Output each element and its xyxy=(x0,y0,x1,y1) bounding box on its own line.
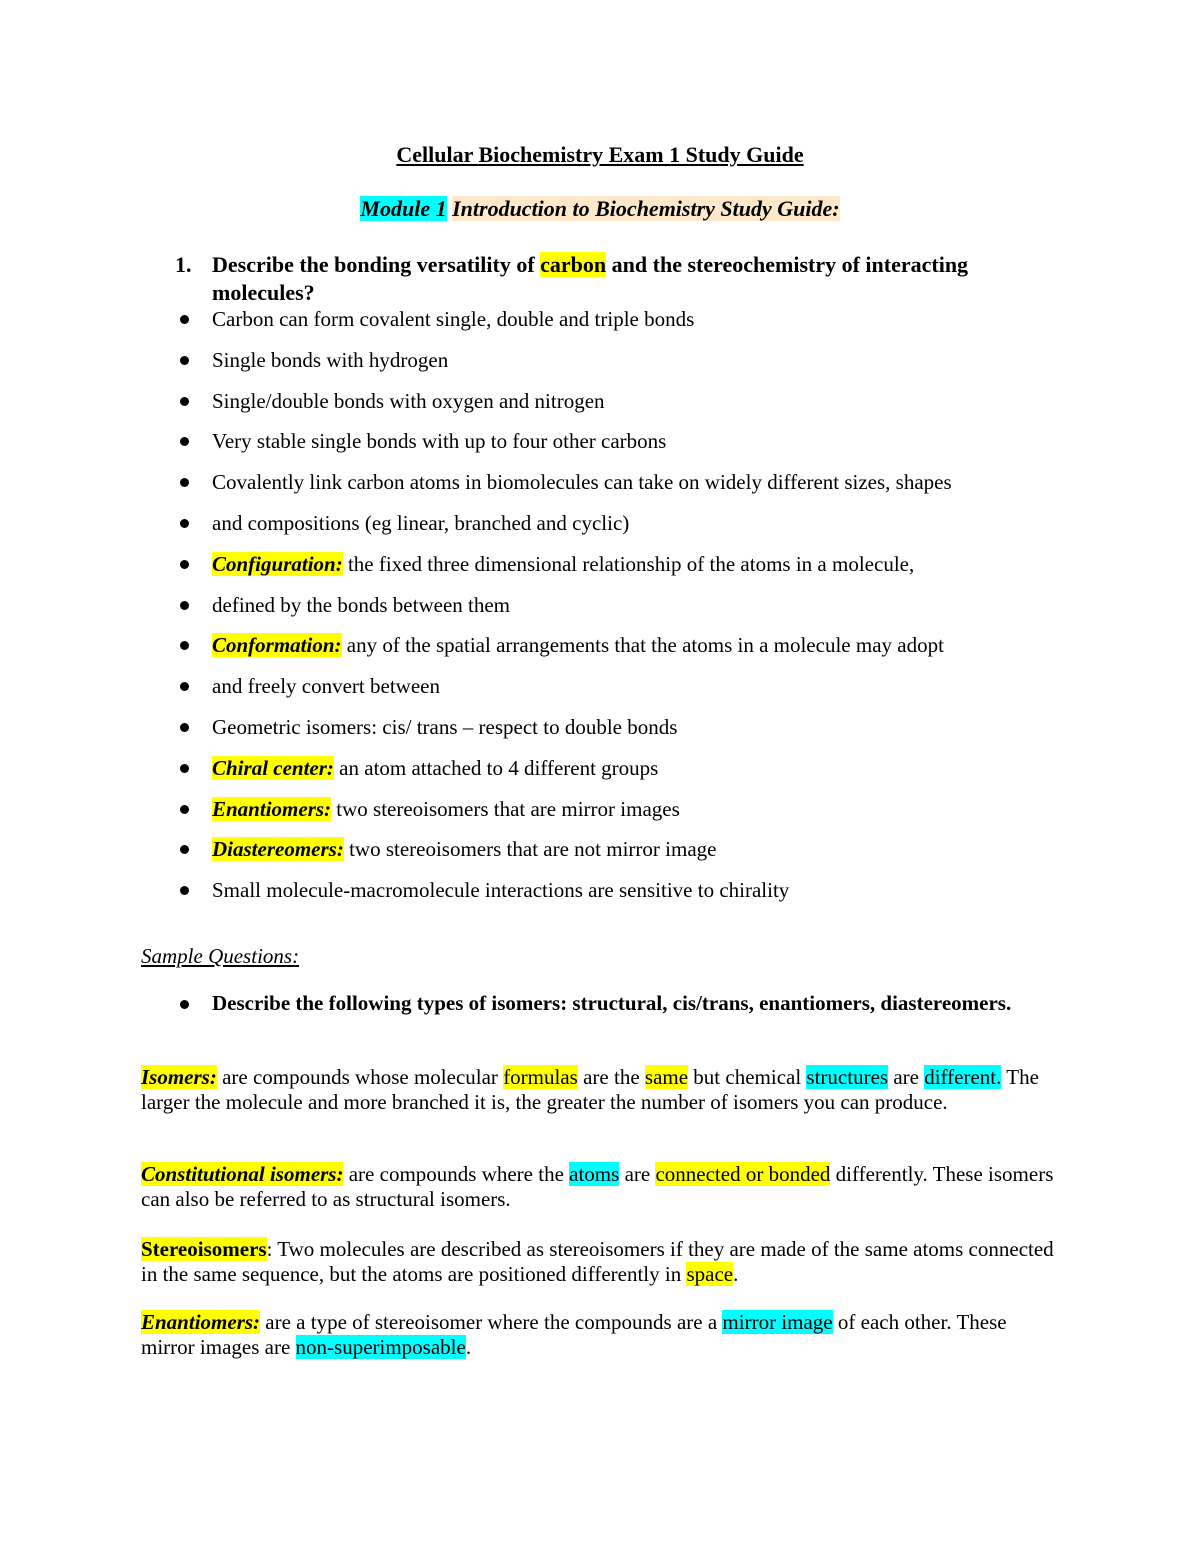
question-text-end: and the stereochemistry of interacting molecules? xyxy=(212,252,969,305)
paragraph-enantiomers xyxy=(141,1310,1061,1359)
bullet-icon xyxy=(180,315,189,324)
highlight-space: space xyxy=(686,1261,734,1286)
term-enantiomers: Enantiomers: xyxy=(141,1310,261,1334)
question-number: 1. xyxy=(175,252,192,277)
bullet-icon xyxy=(180,356,189,365)
bullet-icon xyxy=(180,1000,189,1009)
paragraph-text: are compounds where the xyxy=(343,1162,570,1186)
list-item xyxy=(175,796,1075,837)
paragraph-text: . xyxy=(465,1334,472,1359)
list-item xyxy=(175,510,1075,551)
bullet-text: Small molecule-macromolecule interactions are sensitive to chirality xyxy=(212,878,790,903)
bullet-icon xyxy=(180,437,189,446)
highlight-different: different. xyxy=(924,1065,1002,1089)
list-item xyxy=(175,388,1075,429)
paragraph-text: differently. These isomers can also be referred to as structural isomers. xyxy=(141,1162,1054,1211)
paragraph-text: are compounds whose molecular xyxy=(216,1065,504,1089)
module-title: Introduction to Biochemistry Study Guide: xyxy=(452,196,840,221)
bullet-icon xyxy=(180,805,189,814)
paragraph-text: are xyxy=(619,1162,656,1186)
bullet-text: an atom attached to 4 different groups xyxy=(333,755,659,780)
sample-questions-heading: Sample Questions: xyxy=(141,944,300,968)
term-stereoisomers: Stereoisomers xyxy=(141,1237,267,1261)
term-isomers: Isomers: xyxy=(141,1065,217,1089)
bullet-term: Configuration: xyxy=(212,551,343,576)
list-item xyxy=(175,673,1075,714)
bullet-text: Single bonds with hydrogen xyxy=(212,347,449,372)
list-item xyxy=(175,306,1075,347)
question-highlight: carbon xyxy=(540,252,607,277)
list-item xyxy=(175,877,1075,918)
paragraph-text: but chemical xyxy=(688,1065,807,1089)
sample-question-text: Describe the following types of isomers: structural, cis/trans, enantiomers, diastereomers. xyxy=(212,991,1012,1015)
paragraph-isomers xyxy=(141,1065,1061,1114)
bullet-icon xyxy=(180,886,189,895)
list-item xyxy=(175,551,1075,592)
bullet-list xyxy=(175,306,1075,918)
highlight-non-superimposable: non-superimposable xyxy=(295,1334,466,1359)
highlight-mirror-image: mirror image xyxy=(722,1310,833,1334)
bullet-icon xyxy=(180,641,189,650)
paragraph-text: . xyxy=(733,1261,739,1286)
bullet-text: and freely convert between xyxy=(212,674,440,699)
highlight-structures: structures xyxy=(806,1065,889,1089)
bullet-icon xyxy=(180,397,189,406)
paragraph-stereoisomers xyxy=(141,1237,1061,1286)
list-item xyxy=(175,755,1075,796)
highlight-atoms: atoms xyxy=(569,1162,620,1186)
document-title: Cellular Biochemistry Exam 1 Study Guide xyxy=(396,142,804,167)
paragraph-text: are a type of stereoisomer where the compounds are a xyxy=(260,1310,723,1334)
bullet-text: and compositions (eg linear, branched and cyclic) xyxy=(212,510,630,535)
list-item xyxy=(175,632,1075,673)
highlight-same: same xyxy=(644,1065,689,1089)
paragraph-text: : Two molecules are described as stereoisomers if they are made of the same atoms connected in the same sequence, but the atoms are positioned differently in xyxy=(141,1237,1054,1286)
bullet-text: Very stable single bonds with up to four other carbons xyxy=(212,429,667,454)
paragraph-text: of each other. These mirror images are xyxy=(141,1310,1007,1359)
bullet-term: Conformation: xyxy=(212,633,342,658)
bullet-text: the fixed three dimensional relationship of the atoms in a molecule, xyxy=(342,551,915,576)
question-text-start: Describe the bonding versatility of xyxy=(212,252,535,277)
bullet-icon xyxy=(180,478,189,487)
list-item xyxy=(175,592,1075,633)
paragraph-text: The larger the molecule and more branched it is, the greater the number of isomers you can produce. xyxy=(141,1065,1039,1114)
module-heading xyxy=(0,196,1200,222)
bullet-text: Carbon can form covalent single, double and triple bonds xyxy=(212,307,695,331)
bullet-text: two stereoisomers that are not mirror image xyxy=(343,837,717,862)
bullet-icon xyxy=(180,723,189,732)
bullet-icon xyxy=(180,560,189,569)
term-constitutional: Constitutional isomers: xyxy=(141,1162,344,1186)
question-text xyxy=(212,251,1057,307)
bullet-icon xyxy=(180,682,189,691)
bullet-icon xyxy=(180,845,189,854)
bullet-icon xyxy=(180,764,189,773)
paragraph-text: are xyxy=(888,1065,925,1089)
module-label: Module 1 xyxy=(360,196,447,221)
bullet-text: Covalently link carbon atoms in biomolecules can take on widely different sizes, shapes xyxy=(212,470,952,495)
bullet-text: two stereoisomers that are mirror images xyxy=(331,796,680,821)
bullet-icon xyxy=(180,601,189,610)
paragraph-text: are the xyxy=(577,1065,645,1089)
bullet-icon xyxy=(180,519,189,528)
bullet-text: Geometric isomers: cis/ trans – respect to double bonds xyxy=(212,714,678,739)
bullet-text: Single/double bonds with oxygen and nitrogen xyxy=(212,388,605,413)
list-item xyxy=(175,714,1075,755)
highlight-connected: connected or bonded xyxy=(655,1162,831,1186)
list-item xyxy=(175,428,1075,469)
list-item xyxy=(175,469,1075,510)
bullet-term: Diastereomers: xyxy=(212,837,344,862)
bullet-text: any of the spatial arrangements that the atoms in a molecule may adopt xyxy=(341,633,944,658)
bullet-text: defined by the bonds between them xyxy=(212,592,510,617)
list-item xyxy=(175,836,1075,877)
bullet-term: Enantiomers: xyxy=(212,796,332,821)
highlight-formulas: formulas xyxy=(503,1065,578,1089)
bullet-term: Chiral center: xyxy=(212,755,334,780)
paragraph-constitutional xyxy=(141,1162,1061,1211)
list-item xyxy=(175,347,1075,388)
